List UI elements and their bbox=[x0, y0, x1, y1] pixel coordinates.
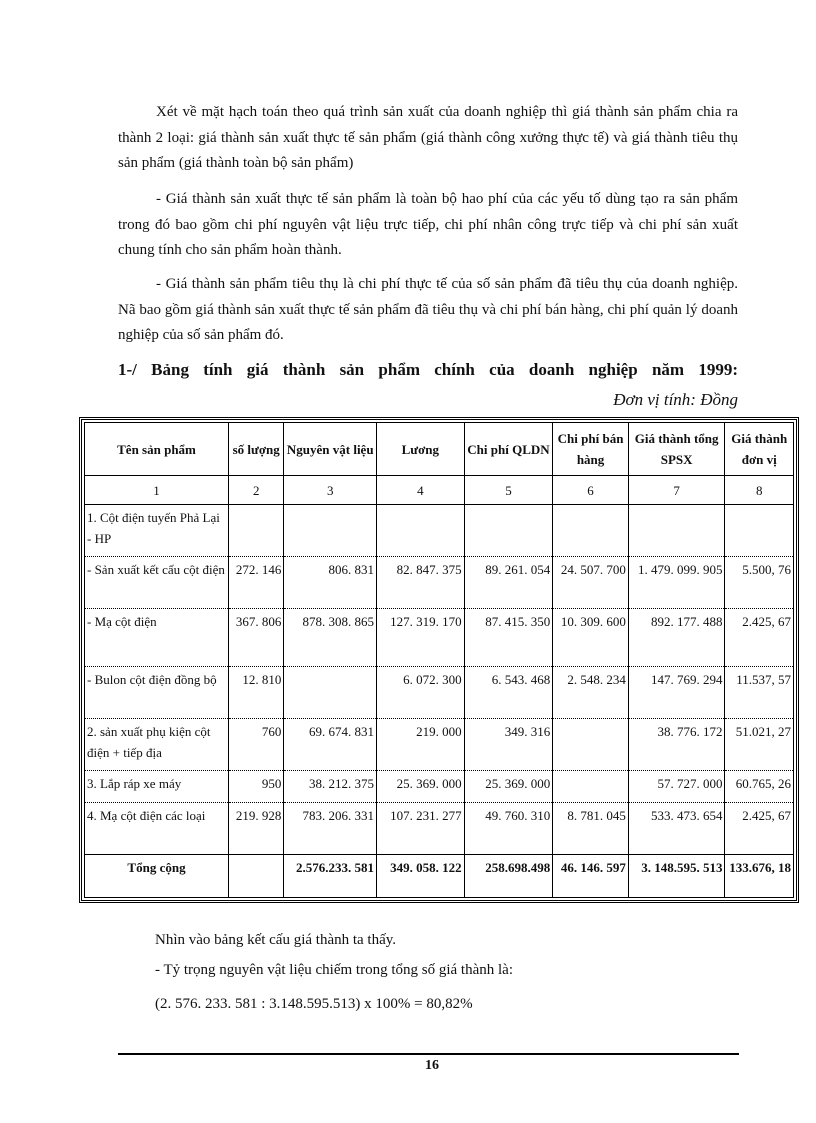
cell-unit-cost bbox=[725, 505, 794, 557]
cell-admin-cost: 25. 369. 000 bbox=[464, 771, 553, 803]
cell-unit-cost: 2.425, 67 bbox=[725, 609, 794, 667]
cell-total-admin-cost: 258.698.498 bbox=[464, 855, 553, 898]
cell-product: 2. sản xuất phụ kiện cột điện + tiếp địa bbox=[85, 719, 229, 771]
cell-product: - Bulon cột điện đồng bộ bbox=[85, 667, 229, 719]
table-total-row bbox=[85, 855, 794, 898]
cell-total-cost bbox=[628, 505, 725, 557]
cell-quantity: 950 bbox=[229, 771, 284, 803]
table-row bbox=[85, 771, 794, 803]
header-cell: số lượng bbox=[229, 423, 284, 476]
cost-table bbox=[84, 422, 794, 898]
cell-product: 3. Lắp ráp xe máy bbox=[85, 771, 229, 803]
cell-admin-cost: 49. 760. 310 bbox=[464, 803, 553, 855]
cell-unit-cost: 11.537, 57 bbox=[725, 667, 794, 719]
cell-unit-cost: 60.765, 26 bbox=[725, 771, 794, 803]
cell-selling-cost: 8. 781. 045 bbox=[553, 803, 629, 855]
cell-total-cost: 147. 769. 294 bbox=[628, 667, 725, 719]
cell-materials bbox=[284, 505, 377, 557]
table-header-row bbox=[85, 423, 794, 476]
cell-quantity: 760 bbox=[229, 719, 284, 771]
index-cell: 4 bbox=[377, 476, 465, 505]
table-row bbox=[85, 609, 794, 667]
cell-total-label: Tổng cộng bbox=[85, 855, 229, 898]
table-row bbox=[85, 505, 794, 557]
analysis-line-2: - Tỷ trọng nguyên vật liệu chiếm trong tổng số giá thành là: bbox=[155, 962, 513, 978]
cell-materials bbox=[284, 667, 377, 719]
index-cell: 1 bbox=[85, 476, 229, 505]
cell-materials: 806. 831 bbox=[284, 557, 377, 609]
cell-product: - Sản xuất kết cấu cột điện bbox=[85, 557, 229, 609]
cell-selling-cost bbox=[553, 719, 629, 771]
table-row bbox=[85, 719, 794, 771]
cell-total-cost: 3. 148.595. 513 bbox=[628, 855, 725, 898]
cell-admin-cost: 89. 261. 054 bbox=[464, 557, 553, 609]
paragraph-production-cost: - Giá thành sản xuất thực tế sản phẩm là toàn bộ hao phí của các yếu tố dùng tạo ra sản phẩm trong đó bao gồm chi phí nguyên vật liệu trực tiếp, chi phí nhân công trực tiếp và chi phí sản xuất chung tính cho sản phẩm hoàn thành. bbox=[118, 191, 738, 258]
cell-total-cost: 892. 177. 488 bbox=[628, 609, 725, 667]
cell-admin-cost: 349. 316 bbox=[464, 719, 553, 771]
index-cell: 5 bbox=[464, 476, 553, 505]
cell-wages: 107. 231. 277 bbox=[377, 803, 465, 855]
paragraph-intro: Xét về mặt hạch toán theo quá trình sản xuất của doanh nghiệp thì giá thành sản phẩm chia ra thành 2 loại: giá thành sản xuất thực tế sản phẩm (giá thành công xưởng thực tế) và giá thành tiêu thụ sản phẩm (giá thành toàn bộ sản phẩm) bbox=[118, 104, 738, 171]
header-cell: Lương bbox=[377, 423, 465, 476]
cell-wages: 219. 000 bbox=[377, 719, 465, 771]
cell-total-unit-cost: 133.676, 18 bbox=[725, 855, 794, 898]
cell-materials: 878. 308. 865 bbox=[284, 609, 377, 667]
cell-product: - Mạ cột điện bbox=[85, 609, 229, 667]
index-cell: 6 bbox=[553, 476, 629, 505]
index-cell: 3 bbox=[284, 476, 377, 505]
cost-table-frame bbox=[79, 417, 799, 903]
cell-wages: 25. 369. 000 bbox=[377, 771, 465, 803]
cell-materials: 69. 674. 831 bbox=[284, 719, 377, 771]
cell-materials: 783. 206. 331 bbox=[284, 803, 377, 855]
index-cell: 8 bbox=[725, 476, 794, 505]
header-cell: Chi phí bán hàng bbox=[553, 423, 629, 476]
cell-product: 1. Cột điện tuyến Phả Lại - HP bbox=[85, 505, 229, 557]
page-number: 16 bbox=[425, 1058, 439, 1073]
analysis-line-1: Nhìn vào bảng kết cấu giá thành ta thấy. bbox=[155, 932, 397, 948]
table-index-row bbox=[85, 476, 794, 505]
cell-wages: 6. 072. 300 bbox=[377, 667, 465, 719]
cell-unit-cost: 51.021, 27 bbox=[725, 719, 794, 771]
cell-total-cost: 533. 473. 654 bbox=[628, 803, 725, 855]
cell-quantity: 12. 810 bbox=[229, 667, 284, 719]
cell-wages bbox=[377, 505, 465, 557]
table-row bbox=[85, 803, 794, 855]
header-cell: Giá thành tổng SPSX bbox=[628, 423, 725, 476]
header-cell: Nguyên vật liệu bbox=[284, 423, 377, 476]
cell-product: 4. Mạ cột điện các loại bbox=[85, 803, 229, 855]
cell-quantity: 219. 928 bbox=[229, 803, 284, 855]
cell-selling-cost bbox=[553, 505, 629, 557]
header-cell: Tên sản phẩm bbox=[85, 423, 229, 476]
unit-label: Đơn vị tính: Đồng bbox=[613, 390, 738, 409]
cell-quantity: 367. 806 bbox=[229, 609, 284, 667]
cell-total-cost: 57. 727. 000 bbox=[628, 771, 725, 803]
cell-total-wages: 349. 058. 122 bbox=[377, 855, 465, 898]
paragraph-consumption-cost: - Giá thành sản phẩm tiêu thụ là chi phí thực tế của số sản phẩm đã tiêu thụ của doanh nghiệp. Nã bao gồm giá thành sản xuất thực tế sản phẩm đã tiêu thụ và chi phí bán hàng, chi phí quản lý doanh nghiệp của số sản phẩm đó. bbox=[118, 276, 738, 343]
cell-quantity: 272. 146 bbox=[229, 557, 284, 609]
cell-quantity bbox=[229, 505, 284, 557]
cell-total-selling-cost: 46. 146. 597 bbox=[553, 855, 629, 898]
index-cell: 2 bbox=[229, 476, 284, 505]
cell-total-materials: 2.576.233. 581 bbox=[284, 855, 377, 898]
footer-rule bbox=[118, 1053, 739, 1055]
cell-wages: 82. 847. 375 bbox=[377, 557, 465, 609]
cell-total-cost: 38. 776. 172 bbox=[628, 719, 725, 771]
cell-admin-cost bbox=[464, 505, 553, 557]
cell-total-cost: 1. 479. 099. 905 bbox=[628, 557, 725, 609]
header-cell: Chi phí QLDN bbox=[464, 423, 553, 476]
table-heading: 1-/ Bảng tính giá thành sản phẩm chính của doanh nghiệp năm 1999: bbox=[118, 360, 738, 379]
cell-unit-cost: 5.500, 76 bbox=[725, 557, 794, 609]
cell-unit-cost: 2.425, 67 bbox=[725, 803, 794, 855]
cell-selling-cost: 10. 309. 600 bbox=[553, 609, 629, 667]
table-row bbox=[85, 557, 794, 609]
cell-total-quantity bbox=[229, 855, 284, 898]
table-row bbox=[85, 667, 794, 719]
cell-admin-cost: 87. 415. 350 bbox=[464, 609, 553, 667]
analysis-formula: (2. 576. 233. 581 : 3.148.595.513) x 100% = 80,82% bbox=[155, 996, 473, 1012]
cell-wages: 127. 319. 170 bbox=[377, 609, 465, 667]
cell-materials: 38. 212. 375 bbox=[284, 771, 377, 803]
cell-selling-cost: 2. 548. 234 bbox=[553, 667, 629, 719]
index-cell: 7 bbox=[628, 476, 725, 505]
cell-admin-cost: 6. 543. 468 bbox=[464, 667, 553, 719]
cell-selling-cost: 24. 507. 700 bbox=[553, 557, 629, 609]
cell-selling-cost bbox=[553, 771, 629, 803]
header-cell: Giá thành đơn vị bbox=[725, 423, 794, 476]
